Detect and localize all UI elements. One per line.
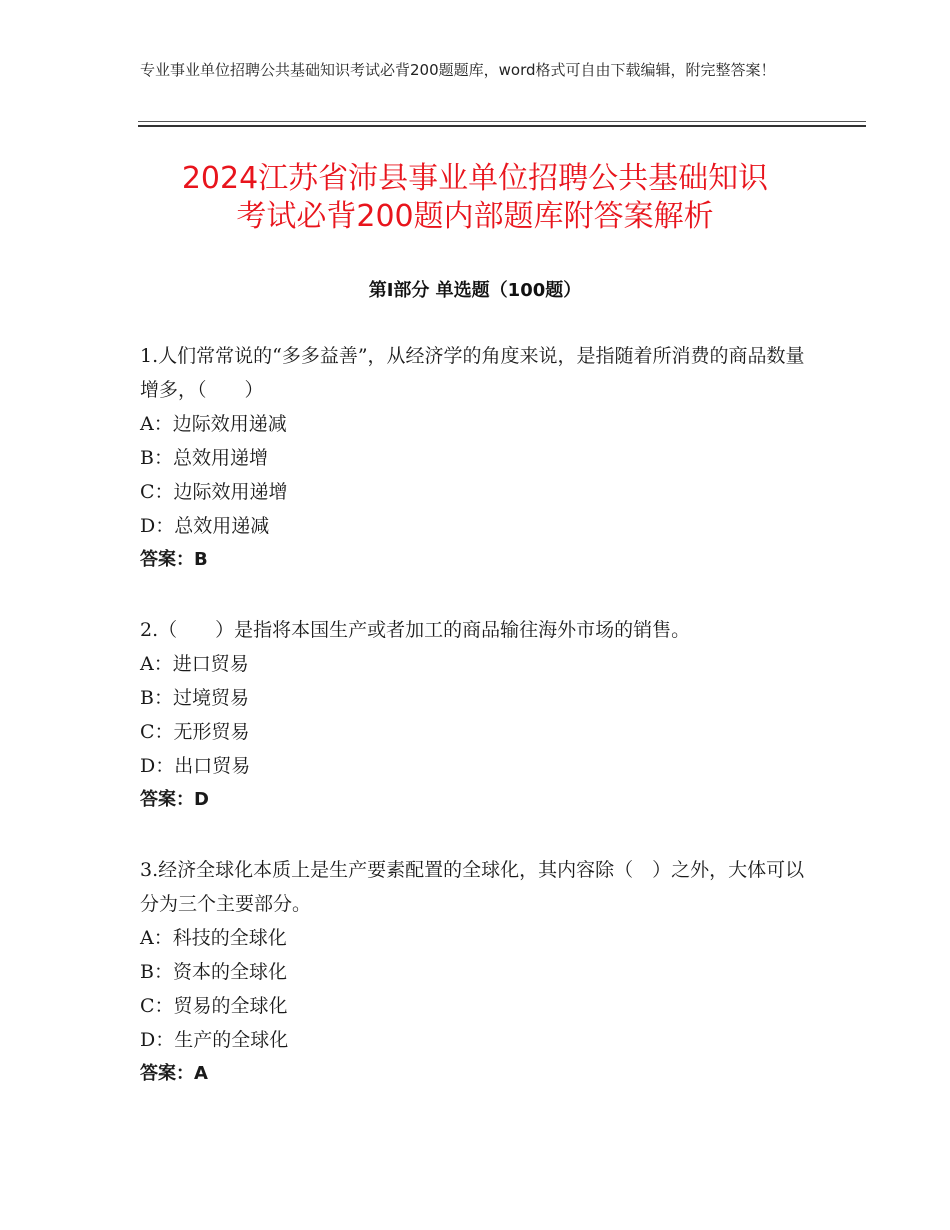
question-2 xyxy=(140,613,820,817)
option-b: B：总效用递增 xyxy=(140,447,268,469)
option-c: C：无形贸易 xyxy=(140,721,250,743)
answer: 答案：A xyxy=(140,1063,208,1084)
question-stem: 3.经济全球化本质上是生产要素配置的全球化，其内容除（ ）之外，大体可以分为三个主要部分。 xyxy=(140,859,805,915)
option-d: D：总效用递减 xyxy=(140,515,270,537)
header-divider xyxy=(138,121,866,122)
question-1 xyxy=(140,339,820,577)
header-note: 专业事业单位招聘公共基础知识考试必背200题题库，word格式可自由下载编辑，附完整答案！ xyxy=(140,61,776,79)
option-b: B：过境贸易 xyxy=(140,687,249,709)
option-a: A：边际效用递减 xyxy=(140,413,287,435)
option-c: C：边际效用递增 xyxy=(140,481,288,503)
section-heading: 第Ⅰ部分 单选题（100题） xyxy=(368,280,582,301)
question-3 xyxy=(140,853,820,1091)
header-divider-thick xyxy=(138,125,866,127)
option-a: A：科技的全球化 xyxy=(140,927,287,949)
question-stem: 1.人们常常说的“多多益善”，从经济学的角度来说，是指随着所消费的商品数量增多，（ ） xyxy=(140,345,805,401)
answer: 答案：B xyxy=(140,549,208,570)
option-c: C：贸易的全球化 xyxy=(140,995,288,1017)
answer: 答案：D xyxy=(140,789,209,810)
option-d: D：生产的全球化 xyxy=(140,1029,289,1051)
option-b: B：资本的全球化 xyxy=(140,961,287,983)
option-a: A：进口贸易 xyxy=(140,653,249,675)
document-title-line-2: 考试必背200题内部题库附答案解析 xyxy=(236,199,714,234)
option-d: D：出口贸易 xyxy=(140,755,251,777)
document-title-line-1: 2024江苏省沛县事业单位招聘公共基础知识 xyxy=(181,161,769,196)
question-stem: 2.（ ）是指将本国生产或者加工的商品输往海外市场的销售。 xyxy=(140,619,691,641)
document-title xyxy=(80,160,870,236)
